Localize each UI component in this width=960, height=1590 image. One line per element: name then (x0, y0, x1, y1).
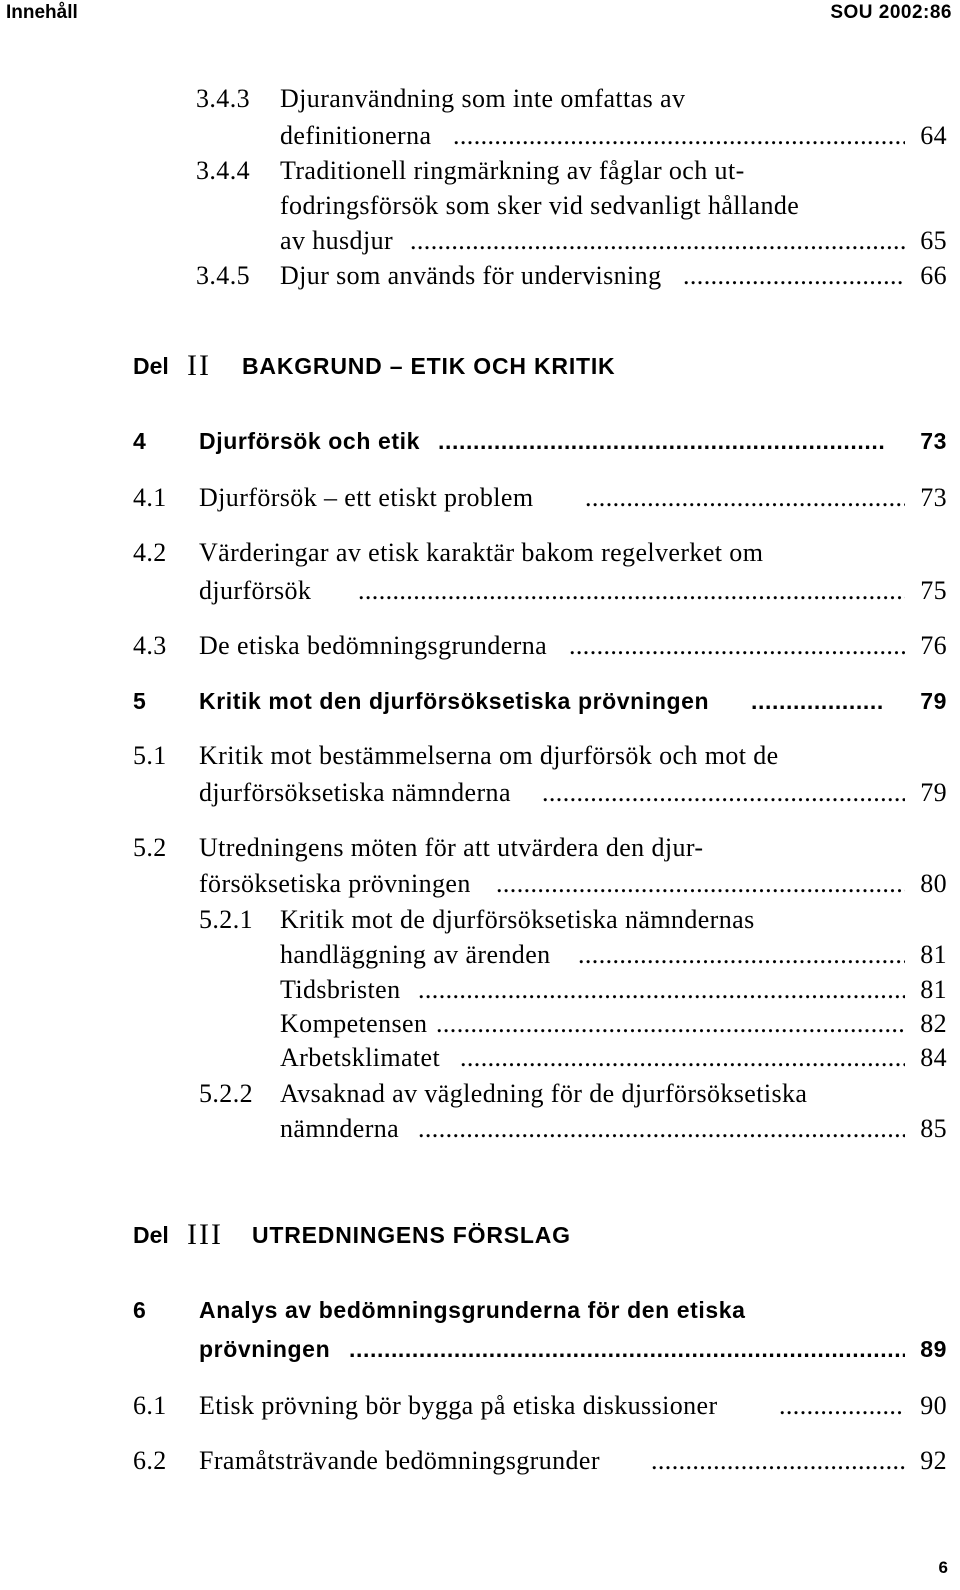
part-label: Del (133, 353, 169, 379)
toc-entry-5-2-2-cont[interactable] (0, 1114, 960, 1154)
running-header (0, 0, 960, 30)
toc-entry-3-4-4-cont2[interactable] (0, 226, 960, 266)
toc-entry-3-4-4[interactable] (0, 156, 960, 196)
toc-entry-title: Djurförsök – ett etiskt problem (199, 483, 534, 512)
part-heading-del-3 (0, 1218, 960, 1258)
part-title: UTREDNINGENS FÖRSLAG (252, 1222, 571, 1248)
header-report-id: SOU 2002:86 (830, 2, 952, 23)
toc-entry-title: Arbetsklimatet (280, 1043, 441, 1072)
toc-leader-dots (496, 869, 905, 899)
toc-entry-3-4-3-cont[interactable] (0, 121, 960, 161)
toc-leader-dots (751, 688, 885, 715)
toc-entry-number: 6.1 (133, 1391, 167, 1420)
toc-page-number: 81 (920, 975, 947, 1004)
toc-chapter-4[interactable] (0, 428, 960, 468)
toc-leader-dots (453, 121, 905, 151)
toc-entry-title: djurförsök (199, 576, 312, 605)
toc-chapter-number: 6 (133, 1297, 147, 1323)
toc-page-number: 73 (920, 428, 947, 454)
toc-leader-dots (436, 1009, 905, 1039)
toc-chapter-title: Kritik mot den djurförsöksetiska prövningen (199, 688, 710, 714)
toc-chapter-number: 4 (133, 428, 147, 454)
toc-entry-6-1[interactable] (0, 1391, 960, 1431)
toc-page-number: 90 (920, 1391, 947, 1420)
toc-leader-dots (779, 1391, 905, 1421)
toc-entry-5-2-2[interactable] (0, 1079, 960, 1119)
toc-page-number: 82 (920, 1009, 947, 1038)
toc-entry-4-2-cont[interactable] (0, 576, 960, 616)
toc-entry-title: De etiska bedömningsgrunderna (199, 631, 548, 660)
toc-leader-dots (542, 778, 905, 808)
toc-page-number: 66 (920, 261, 947, 290)
toc-leader-dots (569, 631, 905, 661)
toc-leader-dots (651, 1446, 905, 1476)
toc-entry-5-1-cont[interactable] (0, 778, 960, 818)
part-label: Del (133, 1222, 169, 1248)
toc-page-number: 85 (920, 1114, 947, 1143)
toc-chapter-title: Djurförsök och etik (199, 428, 420, 454)
toc-chapter-number: 5 (133, 688, 147, 714)
toc-entry-title: försöksetiska prövningen (199, 869, 471, 898)
toc-page-number: 80 (920, 869, 947, 898)
toc-entry-number: 4.1 (133, 483, 167, 512)
part-numeral: III (187, 1218, 223, 1251)
toc-leader-dots (418, 1114, 905, 1144)
toc-entry-3-4-3[interactable] (0, 84, 960, 124)
toc-page-number: 73 (920, 483, 947, 512)
toc-entry-title: handläggning av ärenden (280, 940, 551, 969)
header-section-title: Innehåll (6, 2, 78, 23)
toc-entry-5-2-1-cont[interactable] (0, 940, 960, 980)
toc-page-number: 76 (920, 631, 947, 660)
toc-entry-title: Kritik mot de djurförsöksetiska nämndernas (280, 905, 755, 934)
page-number: 6 (938, 1558, 948, 1577)
toc-entry-title: Etisk prövning bör bygga på etiska diskussioner (199, 1391, 718, 1420)
toc-entry-number: 5.2.2 (199, 1079, 253, 1108)
toc-entry-4-3[interactable] (0, 631, 960, 671)
toc-entry-3-4-5[interactable] (0, 261, 960, 301)
toc-entry-title: Avsaknad av vägledning för de djurförsöksetiska (280, 1079, 808, 1108)
toc-page-number: 64 (920, 121, 947, 150)
toc-entry-title: definitionerna (280, 121, 432, 150)
toc-entry-title: Framåtsträvande bedömningsgrunder (199, 1446, 600, 1475)
part-heading-del-2 (0, 349, 960, 389)
toc-entry-3-4-4-cont (0, 191, 960, 231)
toc-entry-title: Djuranvändning som inte omfattas av (280, 84, 686, 113)
toc-entry-5-2-cont[interactable] (0, 869, 960, 909)
toc-leader-dots (410, 226, 905, 256)
toc-entry-title: Traditionell ringmärkning av fåglar och ut- (280, 156, 745, 185)
toc-entry-6-2[interactable] (0, 1446, 960, 1486)
toc-entry-number: 3.4.5 (196, 261, 250, 290)
toc-leader-dots (358, 576, 905, 606)
toc-entry-number: 4.2 (133, 538, 167, 567)
toc-entry-5-2-1[interactable] (0, 905, 960, 945)
toc-entry-title: Värderingar av etisk karaktär bakom regelverket om (199, 538, 764, 567)
toc-entry-title: Tidsbristen (280, 975, 401, 1004)
toc-chapter-5[interactable] (0, 688, 960, 728)
toc-entry-title: nämnderna (280, 1114, 400, 1143)
toc-page-number: 65 (920, 226, 947, 255)
toc-entry-number: 3.4.3 (196, 84, 250, 113)
toc-entry-4-1[interactable] (0, 483, 960, 523)
toc-chapter-title: prövningen (199, 1336, 331, 1362)
toc-page-number: 81 (920, 940, 947, 969)
toc-chapter-6[interactable] (0, 1297, 960, 1337)
toc-entry-title: av husdjur (280, 226, 394, 255)
toc-entry-number: 5.1 (133, 741, 167, 770)
toc-entry-number: 3.4.4 (196, 156, 250, 185)
toc-entry-title: Kompetensen (280, 1009, 428, 1038)
toc-entry-title: Djur som används för undervisning (280, 261, 662, 290)
toc-entry-5-1[interactable] (0, 741, 960, 781)
toc-entry-4-2[interactable] (0, 538, 960, 578)
toc-subentry-arbetsklimatet[interactable] (0, 1043, 960, 1083)
toc-leader-dots (585, 483, 905, 513)
toc-leader-dots (349, 1336, 905, 1363)
toc-leader-dots (418, 975, 905, 1005)
toc-leader-dots (460, 1043, 905, 1073)
toc-chapter-title: Analys av bedömningsgrunderna för den etiska (199, 1297, 746, 1323)
toc-page-number: 75 (920, 576, 947, 605)
toc-page-number: 92 (920, 1446, 947, 1475)
toc-leader-dots (578, 940, 905, 970)
toc-entry-title: Utredningens möten för att utvärdera den djur- (199, 833, 704, 862)
toc-page-number: 84 (920, 1043, 947, 1072)
toc-entry-number: 6.2 (133, 1446, 167, 1475)
toc-entry-number: 5.2 (133, 833, 167, 862)
toc-leader-dots (438, 428, 884, 455)
toc-entry-number: 4.3 (133, 631, 167, 660)
toc-page-number: 79 (920, 778, 947, 807)
part-numeral: II (187, 349, 211, 382)
toc-chapter-6-cont[interactable] (0, 1336, 960, 1376)
toc-page-number: 79 (920, 688, 947, 714)
part-title: BAKGRUND – ETIK OCH KRITIK (242, 353, 616, 379)
toc-entry-title: Kritik mot bestämmelserna om djurförsök och mot de (199, 741, 779, 770)
toc-page-number: 89 (920, 1336, 947, 1362)
toc-leader-dots (683, 261, 905, 291)
toc-entry-5-2[interactable] (0, 833, 960, 873)
toc-entry-number: 5.2.1 (199, 905, 253, 934)
toc-entry-title: fodringsförsök som sker vid sedvanligt hållande (280, 191, 800, 220)
toc-entry-title: djurförsöksetiska nämnderna (199, 778, 511, 807)
